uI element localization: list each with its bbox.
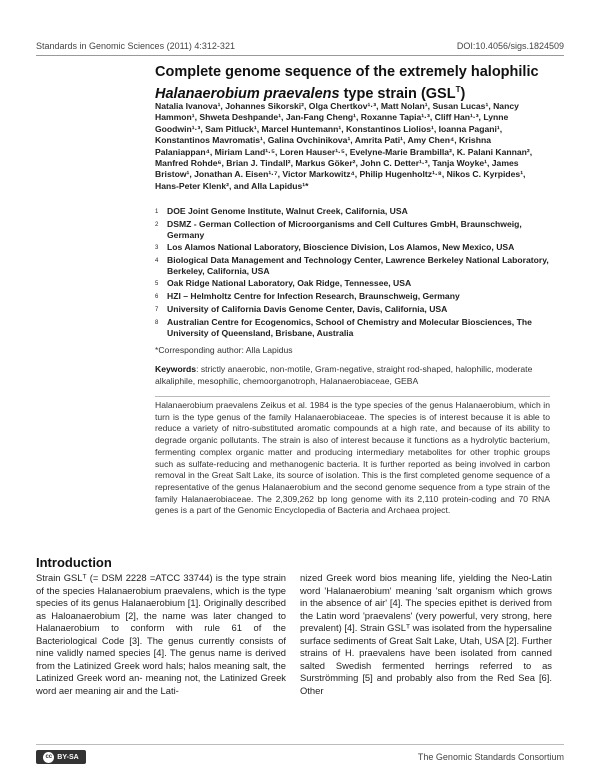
- keywords-text: : strictly anaerobic, non-motile, Gram-negative, straight rod-shaped, halophilic, moderate alkaliphile, mesophilic, chemoorganotroph, Halanaerobiaceae, GEBA: [155, 364, 533, 386]
- section-heading: Introduction: [36, 555, 112, 570]
- affiliation-item: 6 HZI – Helmholtz Centre for Infection Research, Braunschweig, Germany: [155, 291, 460, 301]
- abstract: Halanaerobium praevalens Zeikus et al. 1984 is the type species of the genus Halanaerobium, which in turn is the type genus of the family Halanaerobiaceae. The species is of interest because it is able to reduce a variety of nitro-substituted aromatic compounds at a high rate, and because of its ability to degrade organic pollutants. The strain is also of interest because it functions as a hydrolytic bacterium, fermenting complex organic matter and producing intermediary metabolites for other trophic groups such as sulfate-reducing and methanogenic bacteria. It is further reported as being involved in carbon removal in the Great Salt Lake, its source of isolation. This is the first completed genome sequence of a representative of the genus Halanaerobium and the second genome sequence from a type strain of the family Halanaerobiaceae. The 2,309,262 bp long genome with its 2,110 protein-coding and 70 RNA genes is a part of the Genomic Encyclopedia of Bacteria and Archaea project.: [155, 396, 550, 517]
- corresponding-author: *Corresponding author: Alla Lapidus: [155, 345, 293, 355]
- keywords: [155, 364, 550, 387]
- body-column-left: Strain GSLᵀ (= DSM 2228 =ATCC 33744) is the type strain of the species Halanaerobium praevalens, which is the type species of its genus Halanaerobium [1]. Originally described as Haloanaerobium [2], the name was later changed to Halanaerobium to conform with rule 61 of the Bacteriological Code [3]. The genus currently consists of nine validly named species [4]. The genus name is derived from the Latinized Greek word hals; halos meaning salt, the Latinized Greek word an- meaning not, the Latinized Greek word aer meaning air and the Lati-: [36, 572, 286, 696]
- affiliation-list: [155, 206, 555, 340]
- license-label: BY-SA: [57, 753, 79, 761]
- affiliation-item: 3 Los Alamos National Laboratory, Bioscience Division, Los Alamos, New Mexico, USA: [155, 242, 515, 252]
- header-rule: [36, 55, 564, 56]
- affiliation-item: 1 DOE Joint Genome Institute, Walnut Creek, California, USA: [155, 206, 408, 216]
- title-species: Halanaerobium praevalens: [155, 85, 340, 102]
- license-badge[interactable]: [36, 750, 86, 764]
- affiliation-item: 2 DSMZ - German Collection of Microorganisms and Cell Cultures GmbH, Braunschweig, Germany: [155, 219, 522, 240]
- running-header: [36, 41, 564, 57]
- affiliation-item: 4 Biological Data Management and Technology Center, Lawrence Berkeley National Laboratory, Berkeley, California, USA: [155, 255, 549, 276]
- page-footer: [36, 750, 564, 766]
- body-column-right: nized Greek word bios meaning life, yielding the Neo-Latin word 'Halanaerobium' meaning 'salt organism which grows in the absence of air' [4]. The species epithet is derived from the Latin word 'praevalens' (very powerful, very strong, here prevalent) [4]. Strain GSLᵀ was isolated from the hypersaline surface sediments of Great Salt Lake, Utah, USA [2]. Further strains of H. praevalens have been isolated from canned salted Swedish fermented herrings referred to as Surströmming [5] and probably also from the Red Sea [6]. Other: [300, 572, 552, 696]
- affiliation-item: 8 Australian Centre for Ecogenomics, School of Chemistry and Molecular Biosciences, The University of Queensland, Brisbane, Australia: [155, 317, 532, 338]
- title-line-1: Complete genome sequence of the extremely halophilic: [155, 64, 539, 80]
- footer-rule: [36, 744, 564, 745]
- cc-icon: cc: [43, 752, 54, 763]
- title-line-2: type strain (GSL: [339, 85, 456, 102]
- author-list: Natalia Ivanova¹, Johannes Sikorski², Olga Chertkov¹·³, Matt Nolan¹, Susan Lucas¹, Nancy Hammon¹, Shweta Deshpande¹, Jan-Fang Cheng¹, Roxanne Tapia¹·³, Cliff Han¹·³, Lynne Goodwin¹·³, Sam Pitluck¹, Marcel Huntemann¹, Konstantinos Liolios¹, Ioanna Pagani¹, Konstantinos Mavromatis¹, Galina Ovchinikova¹, Amrita Pati¹, Amy Chen⁴, Krishna Palaniappan⁴, Miriam Land¹·⁵, Loren Hauser¹·⁵, Evelyne-Marie Brambilla², K. Palani Kannan², Manfred Rohde⁶, Brian J. Tindall², Markus Göker², John C. Detter¹·³, Tanja Woyke¹, James Bristow¹, Jonathan A. Eisen¹·⁷, Victor Markowitz⁴, Philip Hugenholtz¹·⁸, Nikos C. Kyrpides¹, Hans-Peter Klenk², and Alla Lapidus¹*: [155, 101, 533, 191]
- article-title: [155, 64, 555, 103]
- doi-link[interactable]: DOI:10.4056/sigs.1824509: [456, 41, 564, 51]
- keywords-label: Keywords: [155, 364, 197, 374]
- affiliation-item: 7 University of California Davis Genome Center, Davis, California, USA: [155, 304, 448, 314]
- journal-citation: Standards in Genomic Sciences (2011) 4:312-321: [36, 41, 235, 51]
- publisher-name: The Genomic Standards Consortium: [417, 752, 564, 762]
- affiliation-item: 5 Oak Ridge National Laboratory, Oak Ridge, Tennessee, USA: [155, 278, 412, 288]
- title-sup: T: [455, 85, 461, 94]
- title-end: ): [460, 85, 466, 102]
